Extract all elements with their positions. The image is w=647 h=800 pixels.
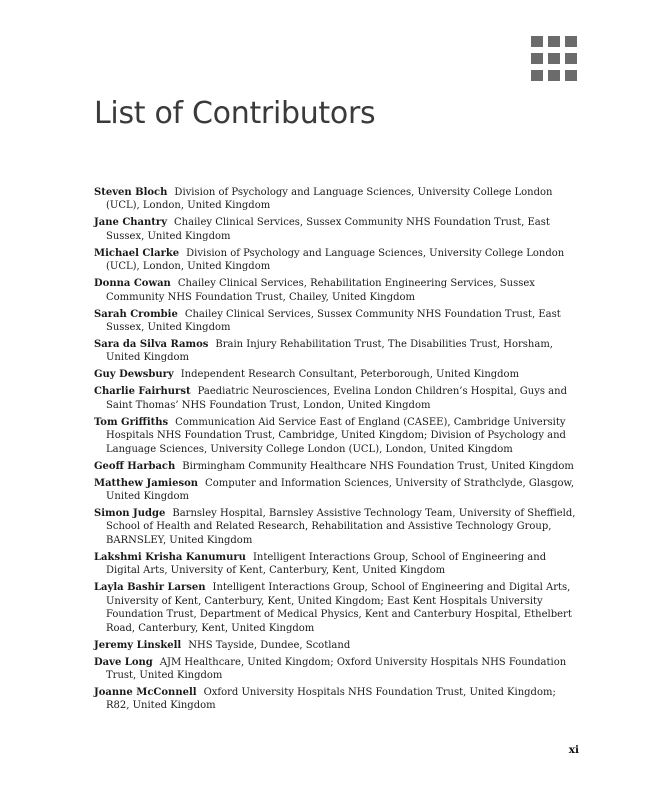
contributor-entry bbox=[94, 460, 582, 473]
logo-square bbox=[548, 70, 560, 81]
contributor-list bbox=[94, 186, 582, 716]
contributor-entry bbox=[94, 247, 582, 274]
contributor-affiliation: AJM Healthcare, United Kingdom; Oxford University Hospitals NHS Foundation Trust, United Kingdom bbox=[106, 656, 567, 681]
contributor-affiliation: Chailey Clinical Services, Sussex Community NHS Foundation Trust, East Sussex, United Kingdom bbox=[106, 308, 561, 334]
contributor-name: Joanne McConnell bbox=[94, 686, 197, 698]
contributor-name: Dave Long bbox=[94, 656, 153, 668]
contributor-name: Michael Clarke bbox=[94, 247, 180, 259]
contributor-name: Sara da Silva Ramos bbox=[94, 339, 209, 351]
contributor-entry bbox=[94, 656, 582, 683]
contributor-name: Sarah Crombie bbox=[94, 308, 178, 320]
contributor-entry bbox=[94, 368, 582, 381]
grid-squares-icon bbox=[531, 36, 577, 81]
contributor-entry bbox=[94, 551, 582, 578]
contributor-entry bbox=[94, 416, 582, 456]
contributor-affiliation: Birmingham Community Healthcare NHS Foundation Trust, United Kingdom bbox=[182, 460, 574, 472]
contributor-name: Guy Dewsbury bbox=[94, 369, 174, 381]
contributor-affiliation: Brain Injury Rehabilitation Trust, The Disabilities Trust, Horsham, United Kingdom bbox=[106, 339, 553, 364]
contributor-entry bbox=[94, 216, 582, 243]
contributor-affiliation: Intelligent Interactions Group, School of Engineering and Digital Arts, University of Kent, Canterbury, Kent, United Kingdom; East Kent Hospitals University Foundation Trust, Department of Medical Physics, Kent and Canterbury Hospital, Ethelbert Road, Canterbury, Kent, United Kingdom bbox=[106, 582, 572, 634]
contributor-affiliation: Division of Psychology and Language Sciences, University College London (UCL), London, United Kingdom bbox=[106, 247, 565, 273]
contributor-name: Lakshmi Krisha Kanumuru bbox=[94, 551, 246, 563]
contributor-name: Tom Griffiths bbox=[94, 416, 169, 428]
contributor-entry bbox=[94, 385, 582, 412]
contributor-entry bbox=[94, 507, 582, 547]
contributor-affiliation: NHS Tayside, Dundee, Scotland bbox=[188, 639, 351, 651]
page-number: xi bbox=[568, 744, 579, 756]
contributor-affiliation: Communication Aid Service East of England (CASEE), Cambridge University Hospitals NHS Foundation Trust, Cambridge, United Kingdom; Division of Psychology and Language Sciences, University College London (UCL), London, United Kingdom bbox=[106, 416, 566, 455]
contributor-name: Donna Cowan bbox=[94, 278, 171, 290]
contributor-entry bbox=[94, 581, 582, 635]
contributor-entry bbox=[94, 186, 582, 213]
contributor-name: Geoff Harbach bbox=[94, 460, 176, 472]
logo-square bbox=[548, 53, 560, 64]
contributor-affiliation: Oxford University Hospitals NHS Foundation Trust, United Kingdom; R82, United Kingdom bbox=[106, 686, 556, 712]
contributor-affiliation: Barnsley Hospital, Barnsley Assistive Technology Team, University of Sheffield, School of Health and Related Research, Rehabilitation and Assistive Technology Group, BARNSLEY, United Kingdom bbox=[106, 508, 576, 546]
logo-square bbox=[565, 70, 577, 81]
page-title: List of Contributors bbox=[94, 96, 376, 131]
logo-square bbox=[565, 36, 577, 47]
contributor-entry bbox=[94, 639, 582, 652]
contributor-entry bbox=[94, 277, 582, 304]
contributor-affiliation: Chailey Clinical Services, Sussex Community NHS Foundation Trust, East Sussex, United Kingdom bbox=[106, 217, 550, 242]
logo-square bbox=[531, 36, 543, 47]
logo-square bbox=[531, 53, 543, 64]
contributor-name: Matthew Jamieson bbox=[94, 477, 199, 489]
contributor-affiliation: Division of Psychology and Language Sciences, University College London (UCL), London, United Kingdom bbox=[106, 187, 553, 212]
logo-square bbox=[548, 36, 560, 47]
contributor-entry bbox=[94, 686, 582, 713]
contributor-affiliation: Paediatric Neurosciences, Evelina London Children’s Hospital, Guys and Saint Thomas’ NHS Foundation Trust, London, United Kingdom bbox=[106, 386, 567, 411]
contributor-name: Simon Judge bbox=[94, 508, 166, 520]
contributor-entry bbox=[94, 308, 582, 335]
contributor-name: Steven Bloch bbox=[94, 187, 168, 198]
contributor-name: Jeremy Linskell bbox=[94, 639, 182, 651]
contributor-name: Charlie Fairhurst bbox=[94, 386, 191, 398]
contributor-name: Jane Chantry bbox=[94, 217, 168, 229]
contributor-entry bbox=[94, 477, 582, 504]
logo-square bbox=[565, 53, 577, 64]
contributor-name: Layla Bashir Larsen bbox=[94, 582, 206, 594]
contributor-affiliation: Intelligent Interactions Group, School of Engineering and Digital Arts, University of Kent, Canterbury, Kent, United Kingdom bbox=[106, 551, 547, 577]
contributor-affiliation: Chailey Clinical Services, Rehabilitation Engineering Services, Sussex Community NHS Foundation Trust, Chailey, United Kingdom bbox=[106, 278, 535, 303]
contributor-affiliation: Computer and Information Sciences, University of Strathclyde, Glasgow, United Kingdom bbox=[106, 477, 575, 503]
contributor-entry bbox=[94, 338, 582, 365]
contributor-affiliation: Independent Research Consultant, Peterborough, United Kingdom bbox=[180, 369, 520, 381]
logo-square bbox=[531, 70, 543, 81]
